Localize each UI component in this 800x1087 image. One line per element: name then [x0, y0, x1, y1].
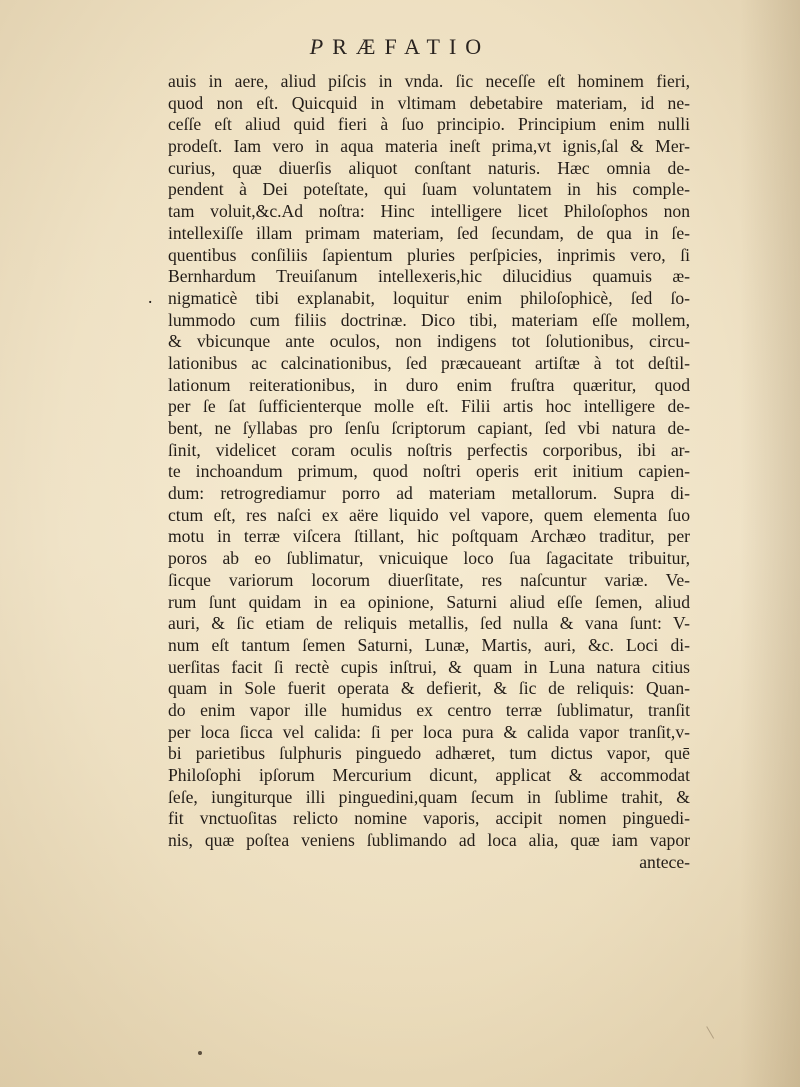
- running-head-rest: RÆFATIO: [332, 34, 491, 59]
- body-text: [168, 71, 690, 873]
- text-line: lummodo cum filiis doctrinæ. Dico tibi, materiam eſſe mollem,: [168, 309, 690, 330]
- text-line: num eſt tantum ſemen Saturni, Lunæ, Martis, auri, &c. Loci di-: [168, 634, 690, 655]
- text-line: Philoſophi ipſorum Mercurium dicunt, applicat & accommodat: [168, 765, 690, 785]
- text-line: rum ſunt quidam in ea opinione, Saturni aliud eſſe ſemen, aliud: [168, 591, 690, 612]
- text-line: ſinit, videlicet coram oculis noſtris perfectis corporibus, ibi ar-: [168, 439, 690, 460]
- text-line: quam in Sole fuerit operata & defierit, & ſic de reliquis: Quan-: [168, 678, 690, 699]
- text-line: fit vnctuoſitas relicto nomine vaporis, accipit nomen pinguedi-: [168, 808, 690, 829]
- text-line: nis, quæ poſtea veniens ſublimando ad loca alia, quæ iam vapor: [168, 830, 690, 851]
- text-line: quod non eſt. Quicquid in vltimam debetabire materiam, id ne-: [168, 92, 690, 113]
- text-line: lationibus ac calcinationibus, ſed præcaueant artiſtæ à tot deſtil-: [168, 352, 690, 373]
- text-line: ſicque variorum locorum diuerſitate, res naſcuntur variæ. Ve-: [168, 569, 690, 590]
- text-line: dum: retrogrediamur porro ad materiam metallorum. Supra di-: [168, 483, 690, 504]
- text-line: nigmaticè tibi explanabit, loquitur enim philoſophicè, ſed ſo-: [168, 287, 690, 308]
- text-line: pendent à Dei poteſtate, qui ſuam voluntatem in his comple-: [168, 179, 690, 200]
- text-line: do enim vapor ille humidus ex centro terræ ſublimatur, tranſit: [168, 699, 690, 720]
- text-line: ſeſe, iungiturque illi pinguedini,quam ſecum in ſublime trahit, &: [168, 786, 690, 807]
- text-line: Bernhardum Treuiſanum intellexeris,hic dilucidius quamuis æ-: [168, 266, 690, 287]
- text-line: quentibus conſiliis ſapientum pluries perſpicies, inprimis vero, ſi: [168, 244, 690, 265]
- paper-mark: [706, 1021, 723, 1039]
- text-line: bent, ne ſyllabas pro ſenſu ſcriptorum capiant, ſed vbi natura de-: [168, 418, 690, 438]
- page-edge-shadow: [740, 0, 800, 1087]
- text-line: per ſe ſat ſufficienterque molle eſt. Filii artis hoc intelligere de-: [168, 396, 690, 417]
- margin-mark: .: [148, 287, 153, 307]
- text-line: & vbicunque ante oculos, non indigens tot ſolutionibus, circu-: [168, 331, 690, 352]
- running-head-initial: P: [309, 34, 333, 59]
- text-line: per loca ſicca vel calida: ſi per loca pura & calida vapor tranſit,v-: [168, 721, 690, 742]
- catchword: antece-: [639, 851, 690, 872]
- text-line: bi parietibus ſulphuris pinguedo adhæret, tum dictus vapor, quē: [168, 743, 690, 764]
- text-line: tam voluit,&c.Ad noſtra: Hinc intelligere licet Philoſophos non: [168, 201, 690, 222]
- text-line: auri, & ſic etiam de reliquis metallis, ſed nulla & vana ſunt: V-: [168, 613, 690, 634]
- running-head-praefatio: [0, 34, 800, 60]
- text-line: uerſitas facit ſi rectè cupis inſtrui, & quam in Luna natura citius: [168, 656, 690, 677]
- text-line: ctum eſt, res naſci ex aëre liquido vel vapore, quem elementa ſuo: [168, 504, 690, 525]
- text-line: te inchoandum primum, quod noſtri operis erit initium capien-: [168, 461, 690, 482]
- text-line: auis in aere, aliud piſcis in vnda. ſic neceſſe eſt hominem fieri,: [168, 71, 690, 91]
- text-line: poros ab eo ſublimatur, vnicuique loco ſua ſagacitate tribuitur,: [168, 548, 690, 569]
- ink-speck: [198, 1051, 202, 1055]
- text-line: lationum reiterationibus, in duro enim fruſtra quæritur, quod: [168, 374, 690, 395]
- text-line: curius, quæ diuerſis aliquot conſtant naturis. Hæc omnia de-: [168, 157, 690, 178]
- text-line: intellexiſſe illam primam materiam, ſed ſecundam, de qua in ſe-: [168, 222, 690, 243]
- text-line: ceſſe eſt aliud quid fieri à ſuo principio. Principium enim nulli: [168, 114, 690, 135]
- text-line: prodeſt. Iam vero in aqua materia ineſt prima,vt ignis,ſal & Mer-: [168, 136, 690, 157]
- text-line: motu in terræ viſcera ſtillant, hic poſtquam Archæo traditur, per: [168, 526, 690, 547]
